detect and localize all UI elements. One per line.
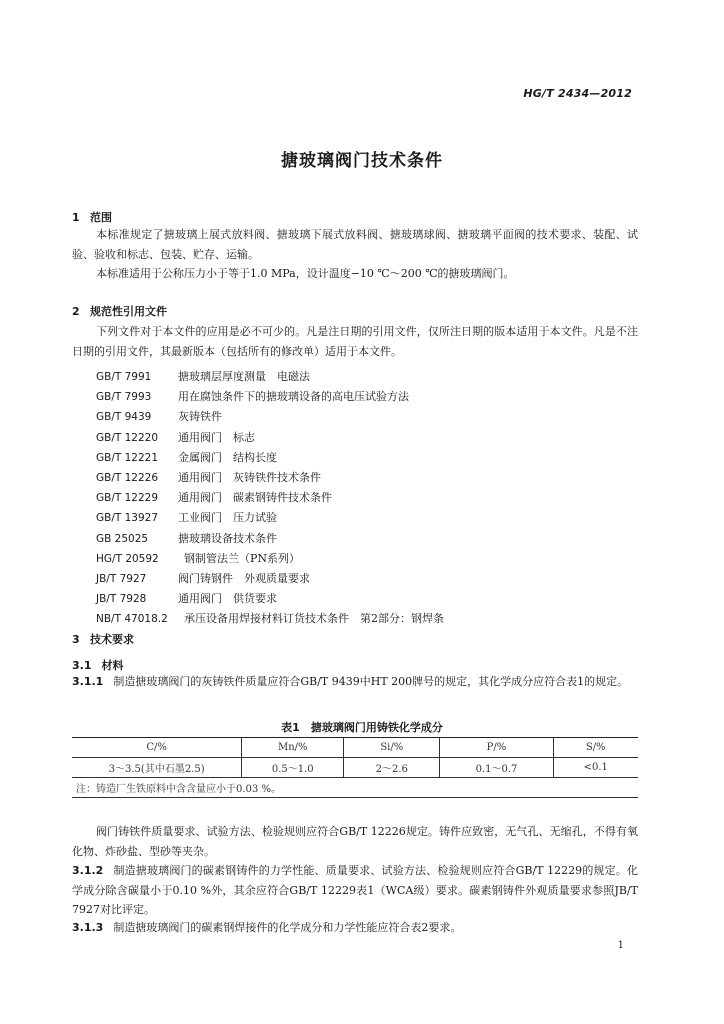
reference-item: [96, 569, 444, 589]
section-1-paragraph-2: 本标准适用于公称压力小于等于1.0 MPa，设计温度−10 ℃～200 ℃的搪玻璃阀门。: [96, 267, 515, 280]
reference-code: GB/T 12220: [96, 431, 159, 444]
reference-code: GB/T 12221: [96, 451, 159, 464]
section-2-title: 规范性引用文件: [90, 305, 167, 318]
section-1-number: 1: [72, 211, 80, 224]
table-header-cell: Mn/%: [242, 738, 344, 758]
reference-item: [96, 367, 444, 387]
table-header-row: [72, 738, 638, 758]
table-cell: 0.1～0.7: [440, 758, 553, 778]
subsection-3-1-title: 材料: [101, 659, 124, 672]
reference-title: 通用阀门 标志: [178, 430, 255, 444]
table-header-cell: Si/%: [344, 738, 440, 758]
reference-item: [96, 488, 444, 508]
reference-item: [96, 508, 444, 528]
clause-3-1-1-text: 制造搪玻璃阀门的灰铸铁件质量应符合GB/T 9439中HT 200牌号的规定，其化学成分应符合表1的规定。: [113, 675, 629, 688]
reference-code: GB 25025: [96, 532, 149, 545]
reference-title: 搪玻璃层厚度测量 电磁法: [178, 370, 310, 383]
reference-title: 钢制管法兰（PN系列）: [184, 551, 301, 565]
standard-code: HG/T 2434—2012: [523, 87, 632, 100]
after-table-paragraph: 阀门铸铁件质量要求、试验方法、检验规则应符合GB/T 12226规定。铸件应致密，无气孔、无缩孔，不得有氧化物、炸砂盐、型砂等夹杂。: [72, 825, 638, 858]
clause-3-1-2: [72, 861, 638, 920]
table-cell: 3～3.5(其中石墨2.5): [72, 758, 242, 778]
reference-code: GB/T 13927: [96, 512, 159, 525]
reference-title: 通用阀门 供货要求: [178, 592, 277, 606]
clause-3-1-2-text: 制造搪玻璃阀门的碳素钢铸件的力学性能、质量要求、试验方法、检验规则应符合GB/T 12229的规定。化学成分除含碳量小于0.10 %外，其余应符合GB/T 12229表1（WCA级）要求。碳素钢铸件外观质量要求参照JB/T 7927对比评定。: [72, 864, 638, 916]
section-1-title: 范围: [90, 211, 112, 224]
clause-3-1-2-number: 3.1.2: [72, 864, 104, 877]
reference-title: 通用阀门 灰铸铁件技术条件: [178, 471, 321, 485]
reference-title: 阀门铸钢件 外观质量要求: [178, 572, 310, 586]
table-note-row: [72, 778, 638, 798]
clause-3-1-3: [72, 918, 638, 938]
section-1-paragraph-1: 本标准规定了搪玻璃上展式放料阀、搪玻璃下展式放料阀、搪玻璃球阀、搪玻璃平面阀的技术要求、装配、试验、验收和标志、包装、贮存、运输。: [72, 228, 638, 261]
table-cell: <0.1: [553, 758, 638, 778]
reference-title: 灰铸铁件: [178, 410, 222, 424]
section-3-heading: [72, 631, 134, 647]
reference-item: [96, 468, 444, 488]
section-2-number: 2: [72, 305, 80, 318]
table-1-title: 表1 搪玻璃阀门用铸铁化学成分: [281, 721, 443, 734]
subsection-3-1-number: 3.1: [72, 659, 92, 672]
page-number: 1: [617, 940, 624, 951]
reference-code: JB/T 7927: [96, 573, 147, 586]
reference-item: [96, 609, 444, 629]
reference-title: 承压设备用焊接材料订货技术条件 第2部分：钢焊条: [184, 612, 444, 626]
table-cell: 0.5～1.0: [242, 758, 344, 778]
table-header-cell: S/%: [553, 738, 638, 758]
table-row: [72, 758, 638, 778]
clause-3-1-3-text: 制造搪玻璃阀门的碳素钢焊接件的化学成分和力学性能应符合表2要求。: [113, 921, 462, 934]
section-2-intro: 下列文件对于本文件的应用是必不可少的。凡是注日期的引用文件，仅所注日期的版本适用于本文件。凡是不注日期的引用文件，其最新版本（包括所有的修改单）适用于本文件。: [72, 325, 638, 358]
reference-title: 金属阀门 结构长度: [178, 450, 277, 464]
clause-3-1-1: [72, 672, 638, 692]
reference-item: [96, 428, 444, 448]
reference-item: [96, 448, 444, 468]
reference-item: [96, 589, 444, 609]
section-3-number: 3: [72, 633, 80, 646]
reference-title: 搪玻璃设备技术条件: [178, 531, 277, 545]
reference-code: HG/T 20592: [96, 552, 159, 565]
reference-code: GB/T 12226: [96, 472, 159, 485]
table-header-cell: P/%: [440, 738, 553, 758]
chemical-composition-table: [72, 737, 638, 798]
reference-code: NB/T 47018.2: [96, 613, 168, 626]
subsection-3-1-heading: [72, 657, 124, 673]
table-note: 注：铸造厂生铁原料中含含量应小于0.03 %。: [72, 778, 638, 798]
reference-title: 通用阀门 碳素钢铸件技术条件: [178, 491, 332, 505]
clause-3-1-3-number: 3.1.3: [72, 921, 104, 934]
reference-title: 工业阀门 压力试验: [178, 511, 277, 525]
reference-code: GB/T 12229: [96, 492, 159, 505]
section-2-heading: [72, 303, 167, 319]
reference-code: GB/T 7991: [96, 371, 152, 383]
reference-item: [96, 387, 444, 407]
reference-item: [96, 529, 444, 549]
table-header-cell: C/%: [72, 738, 242, 758]
reference-code: JB/T 7928: [96, 593, 147, 606]
normative-reference-list: [96, 367, 444, 630]
reference-item: [96, 407, 444, 427]
table-cell: 2～2.6: [344, 758, 440, 778]
reference-code: GB/T 7993: [96, 391, 152, 404]
document-title: 搪玻璃阀门技术条件: [281, 151, 443, 171]
section-3-title: 技术要求: [90, 633, 134, 646]
reference-title: 用在腐蚀条件下的搪玻璃设备的高电压试验方法: [178, 390, 409, 404]
section-1-heading: [72, 209, 112, 225]
clause-3-1-1-number: 3.1.1: [72, 675, 104, 688]
reference-code: GB/T 9439: [96, 411, 152, 424]
reference-item: [96, 549, 444, 569]
